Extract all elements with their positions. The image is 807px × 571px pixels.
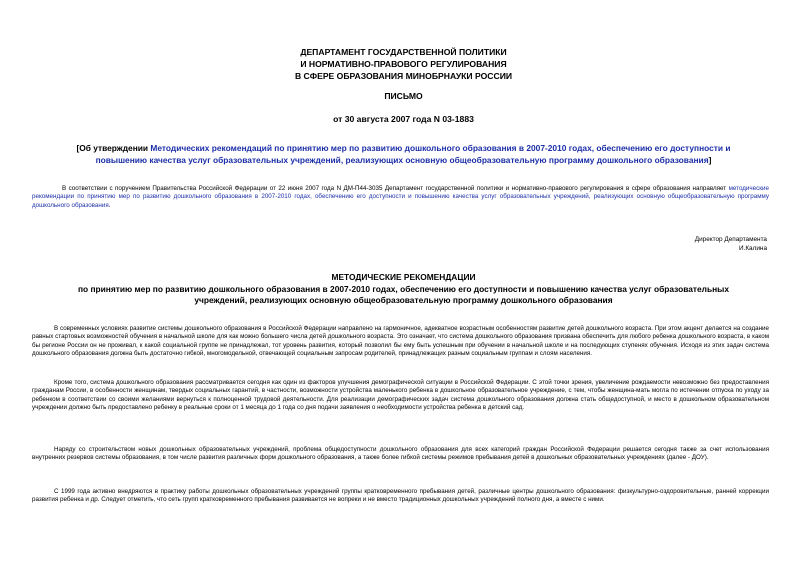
subject-link-line-1[interactable]: Методических рекомендаций по принятию мер по развитию дошкольного образования в 2007-2010 годах, обеспечению его доступности и: [150, 143, 731, 153]
department-line-3: В СФЕРЕ ОБРАЗОВАНИЯ МИНОБРНАУКИ РОССИИ: [294, 71, 513, 81]
intro-text-end: .: [108, 201, 111, 209]
department-line-1: ДЕПАРТАМЕНТ ГОСУДАРСТВЕННОЙ ПОЛИТИКИ: [300, 47, 507, 57]
document-date-number: от 30 августа 2007 года N 03-1883: [333, 114, 474, 124]
document-type: ПИСЬМО: [384, 91, 423, 101]
intro-recommendations-link[interactable]: методические рекомендации по принятию мер по развитию дошкольного образования в 2007-2010 годах, обеспечению его доступности и повышению качества услуг образовательных учреждений, реализующих основную общеобразовательную программу дошкольного образования: [32, 185, 769, 209]
intro-paragraph: [32, 185, 769, 210]
subject-link-line-2[interactable]: повышению качества услуг образовательных учреждений, реализующих основную общеобразовательную программу дошкольного образования: [95, 154, 709, 165]
body-paragraph-2: Кроме того, система дошкольного образования рассматривается сегодня как один из факторов улучшения демографической ситуации в Российской Федерации. С этой точки зрения, увеличение рождаемости невозможно без предоставления гражданам России, в особенности женщинам, твердых социальных гарантий, в частности, возможности устройства маленького ребенка в дошкольное образовательное учреждение, с тем, чтобы женщина-мать могла по истечении отпуска по уходу за ребенком в соответствии со своими желаниями вернуться к полноценной трудовой деятельности. Для реализации демографических задач система дошкольного образования должна стать общедоступной, и место в дошкольном образовательном учреждении должно быть предоставлено ребенку в реальные сроки от 1 месяца до 1 года со дня подачи заявления о необходимости устройства ребенка в детский сад.: [32, 379, 769, 411]
subject-suffix: ]: [708, 154, 712, 165]
intro-text: В соответствии с поручением Правительства Российской Федерации от 22 июня 2007 года N ДМ-П44-3035 Департамент государственной политики и нормативно-правового регулирования в сфере образования направляет: [62, 185, 729, 192]
signature-block: [695, 235, 767, 253]
recommendations-subtitle-line-2: учреждений, реализующих основную общеобразовательную программу дошкольного образования: [194, 295, 613, 305]
recommendations-heading: [40, 272, 767, 307]
body-paragraph-4: С 1999 года активно внедряются в практику работы дошкольных образовательных учреждений группы кратковременного пребывания детей, различные центры дошкольного образования: физкультурно-оздоровительные, ранней коррекции развития ребенка и др. Следует отметить, что сеть групп кратковременного пребывания развивается не вопреки и не вместо традиционных дошкольных учреждений полного дня, а вместе с ними.: [32, 488, 769, 504]
signature-position: Директор Департамента: [694, 236, 767, 243]
body-paragraph-3: Наряду со строительством новых дошкольных образовательных учреждений, проблема общедоступности дошкольного образования для всех категорий граждан Российской Федерации решается сегодня также за счет использования внутренних резервов системы образования, в том числе развития различных форм дошкольного образования, а также более гибкой системы режимов пребывания детей в дошкольных образовательных учреждениях (далее - ДОУ).: [32, 446, 769, 462]
body-paragraph-1: В современных условиях развитие системы дошкольного образования в Российской Федерации направлено на гармоничное, адекватное возрастным особенностям развитие детей дошкольного возраста. При этом акцент делается на создание равных стартовых возможностей обучения в начальной школе для как можно большего числа детей дошкольного возраста. Это означает, что система дошкольного образования призвана обеспечить для любого ребенка дошкольного возраста, в каком бы регионе России он не проживал, к какой социальной группе не принадлежал, тот уровень развития, который позволил бы ему быть успешным при обучении в начальной школе и на последующих ступенях обучения. Исходя из этих задач система дошкольного образования должна быть достаточно гибкой, многомодельной, отвечающей социальным запросам родителей, принадлежащих разным социальным группам и слоям населения.: [32, 325, 769, 357]
department-header: [0, 46, 807, 82]
document-subject: [40, 143, 767, 166]
recommendations-subtitle-line-1: по принятию мер по развитию дошкольного образования в 2007-2010 годах, обеспечению его доступности и повышению качества услуг образовательных: [77, 283, 729, 294]
department-line-2: И НОРМАТИВНО-ПРАВОВОГО РЕГУЛИРОВАНИЯ: [300, 59, 507, 69]
recommendations-title: МЕТОДИЧЕСКИЕ РЕКОМЕНДАЦИИ: [331, 272, 476, 282]
subject-prefix: [Об утверждении: [76, 143, 151, 153]
signature-name: И.Калина: [738, 245, 767, 252]
